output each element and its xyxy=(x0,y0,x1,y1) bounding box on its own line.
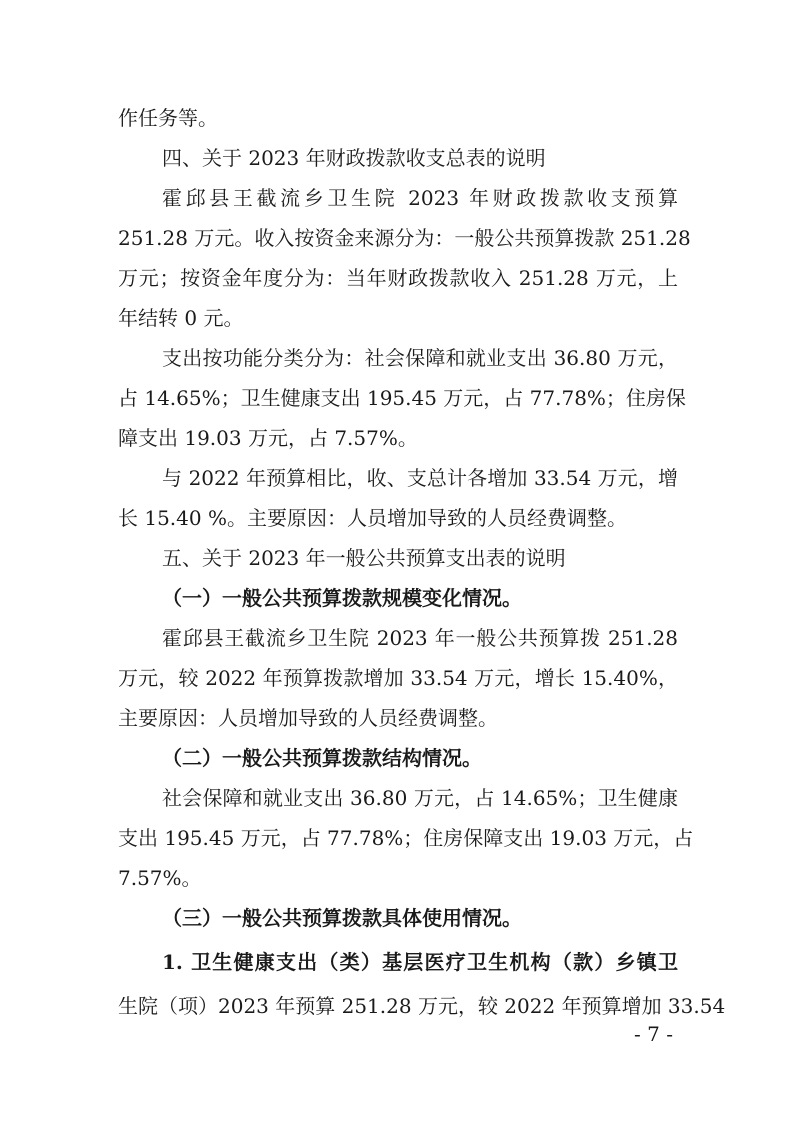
section-heading-5: 五、关于 2023 年一般公共预算支出表的说明 xyxy=(162,546,566,570)
text-line: 霍邱县王截流乡卫生院 2023 年一般公共预算拨 251.28 xyxy=(162,626,678,650)
page-number: - 7 - xyxy=(634,1022,673,1046)
text-line: 霍邱县王截流乡卫生院 2023 年财政拨款收支预算 xyxy=(162,186,678,210)
text-line: 万元，较 2022 年预算拨款增加 33.54 万元，增长 15.40%， xyxy=(118,666,678,690)
text-line: 生院（项）2023 年预算 251.28 万元，较 2022 年预算增加 33.54 xyxy=(118,994,726,1018)
subheading-1: （一）一般公共预算拨款规模变化情况。 xyxy=(162,586,522,610)
text-line: 支出按功能分类分为：社会保障和就业支出 36.80 万元， xyxy=(162,346,678,370)
text-line: 主要原因：人员增加导致的人员经费调整。 xyxy=(118,706,498,730)
item-heading-1: 1. 卫生健康支出（类）基层医疗卫生机构（款）乡镇卫 xyxy=(162,950,678,974)
text-line: 社会保障和就业支出 36.80 万元，占 14.65%；卫生健康 xyxy=(162,786,678,810)
text-line: 与 2022 年预算相比，收、支总计各增加 33.54 万元，增 xyxy=(162,466,678,490)
text-line: 7.57%。 xyxy=(118,866,202,890)
subheading-3: （三）一般公共预算拨款具体使用情况。 xyxy=(162,906,522,930)
subheading-2: （二）一般公共预算拨款结构情况。 xyxy=(162,746,482,770)
text-line: 占 14.65%；卫生健康支出 195.45 万元，占 77.78%；住房保 xyxy=(118,386,686,410)
text-line: 障支出 19.03 万元，占 7.57%。 xyxy=(118,426,418,450)
text-line: 年结转 0 元。 xyxy=(118,306,244,330)
text-line: 作任务等。 xyxy=(118,106,218,130)
text-line: 251.28 万元。收入按资金来源分为：一般公共预算拨款 251.28 xyxy=(118,226,691,250)
text-line: 支出 195.45 万元，占 77.78%；住房保障支出 19.03 万元，占 xyxy=(118,826,694,850)
text-line: 长 15.40 %。主要原因：人员增加导致的人员经费调整。 xyxy=(118,506,627,530)
section-heading-4: 四、关于 2023 年财政拨款收支总表的说明 xyxy=(162,146,546,170)
text-line: 万元；按资金年度分为：当年财政拨款收入 251.28 万元，上 xyxy=(118,266,678,290)
